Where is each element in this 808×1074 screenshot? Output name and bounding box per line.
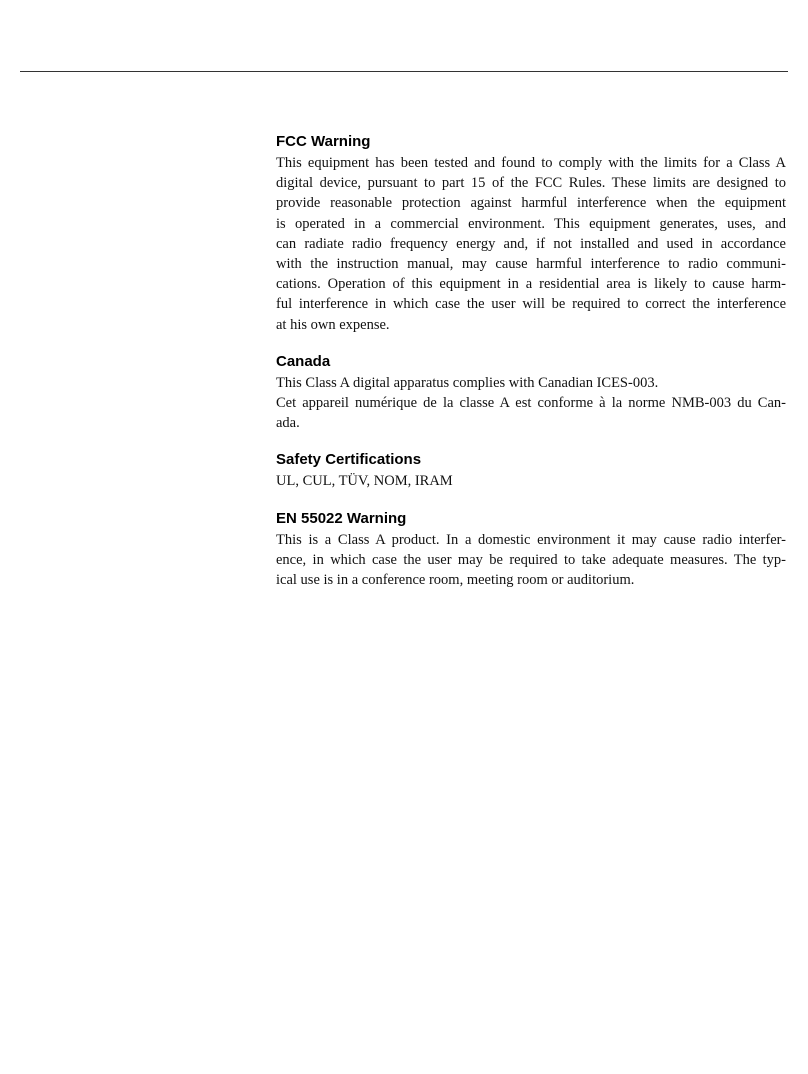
section-fcc-warning — [276, 131, 786, 335]
text-line: ada. — [276, 415, 300, 432]
text-line: cations. Operation of this equipment in a residential area is likely to cause harm- — [276, 276, 786, 293]
text-line: This Class A digital apparatus complies with Canadian ICES-003. — [276, 374, 659, 391]
section-heading: Canada — [276, 352, 331, 370]
section-paragraph — [276, 471, 786, 491]
section-paragraph — [276, 153, 786, 335]
text-line: with the instruction manual, may cause harmful interference to radio communi- — [276, 256, 786, 273]
text-line: ical use is in a conference room, meeting room or auditorium. — [276, 572, 635, 589]
header-rule — [20, 71, 788, 72]
text-line: can radiate radio frequency energy and, if not installed and used in accordance — [276, 235, 786, 252]
text-line: ful interference in which case the user will be required to correct the interference — [276, 296, 786, 313]
text-line: provide reasonable protection against harmful interference when the equipment — [276, 195, 786, 212]
text-line: This is a Class A product. In a domestic environment it may cause radio interfer- — [276, 531, 786, 548]
text-line: UL, CUL, TÜV, NOM, IRAM — [276, 473, 453, 490]
section-en55022-warning — [276, 508, 786, 591]
section-heading: EN 55022 Warning — [276, 509, 407, 527]
text-line: ence, in which case the user may be required to take adequate measures. The typ- — [276, 551, 786, 568]
section-canada — [276, 351, 786, 434]
text-line: This equipment has been tested and found to comply with the limits for a Class A — [276, 155, 786, 171]
section-paragraph — [276, 530, 786, 591]
text-line: digital device, pursuant to part 15 of the FCC Rules. These limits are designed to — [276, 175, 786, 192]
text-line: Cet appareil numérique de la classe A est conforme à la norme NMB-003 du Can- — [276, 395, 786, 412]
text-line: at his own expense. — [276, 316, 390, 333]
section-heading: FCC Warning — [276, 133, 371, 150]
section-heading: Safety Certifications — [276, 451, 422, 469]
document-body — [276, 131, 786, 606]
section-safety-certifications — [276, 449, 786, 491]
section-paragraph — [276, 373, 786, 434]
text-line: is operated in a commercial environment. This equipment generates, uses, and — [276, 215, 786, 232]
